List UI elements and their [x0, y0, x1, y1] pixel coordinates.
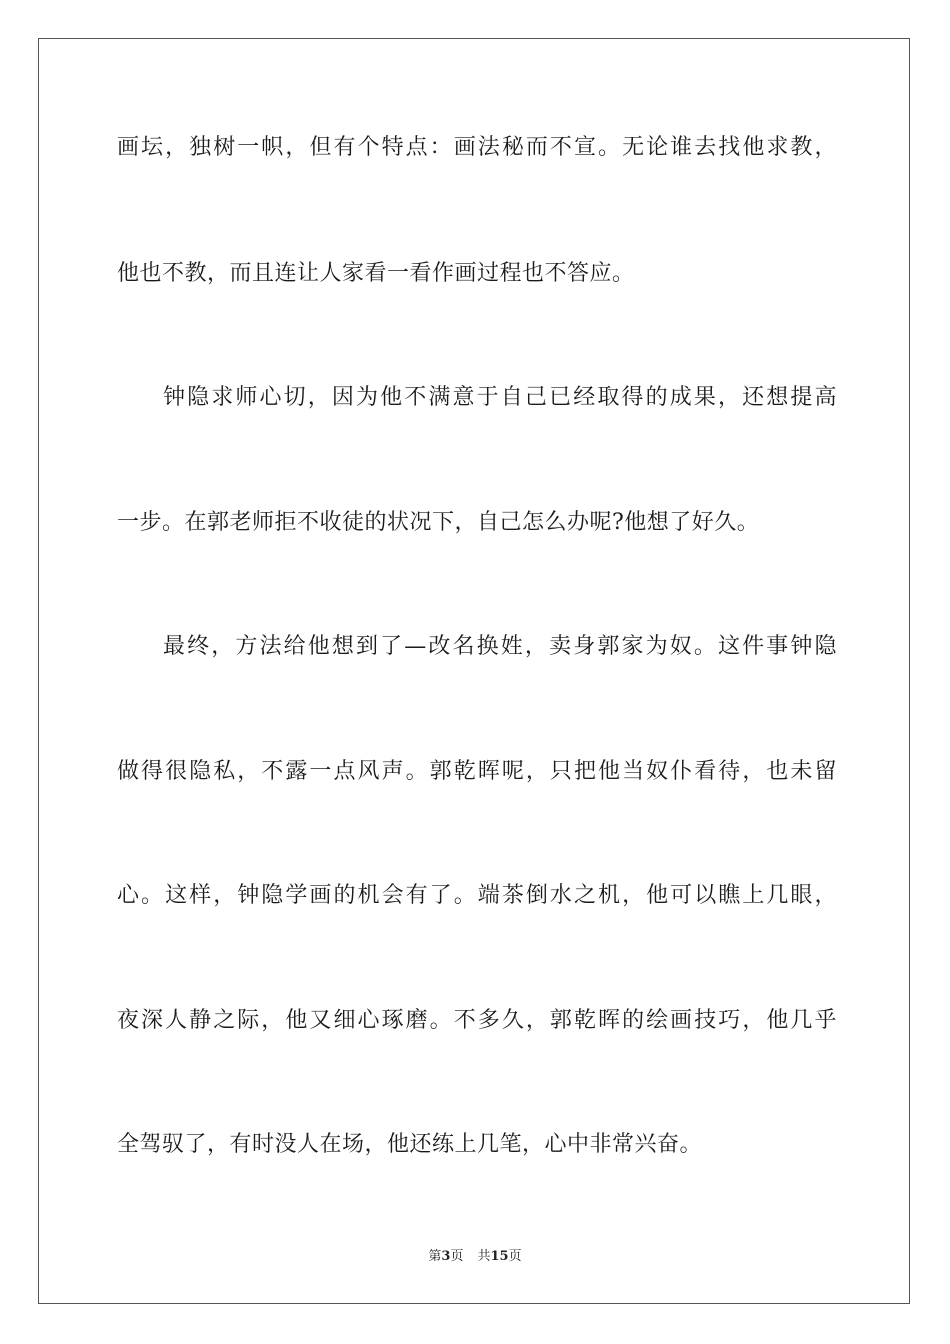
footer-total-prefix: 共: [477, 1249, 491, 1264]
body-line-3: 钟隐求师心切，因为他不满意于自己已经取得的成果，还想提高: [163, 385, 837, 410]
footer-page-number: 3: [441, 1249, 451, 1264]
page-border: [38, 38, 910, 1304]
body-line-8: 夜深人静之际，他又细心琢磨。不多久，郭乾晖的绘画技巧，他几乎: [117, 1008, 837, 1033]
page-footer: [0, 1248, 950, 1266]
footer-page-prefix: 第: [428, 1249, 442, 1264]
body-line-1: 画坛，独树一帜，但有个特点：画法秘而不宣。无论谁去找他求教，: [117, 135, 837, 160]
body-line-7: 心。这样，钟隐学画的机会有了。端茶倒水之机，他可以瞧上几眼，: [117, 883, 837, 908]
body-line-5: 最终，方法给他想到了—改名换姓，卖身郭家为奴。这件事钟隐: [163, 634, 837, 659]
footer-total-suffix: 页: [508, 1249, 522, 1264]
body-line-9: 全驾驭了，有时没人在场，他还练上几笔，心中非常兴奋。: [117, 1132, 703, 1157]
footer-page-suffix: 页: [450, 1249, 464, 1264]
body-line-2: 他也不教，而且连让人家看一看作画过程也不答应。: [117, 261, 635, 286]
footer-total-number: 15: [490, 1249, 509, 1264]
body-line-6: 做得很隐私，不露一点风声。郭乾晖呢，只把他当奴仆看待，也未留: [117, 759, 837, 784]
body-line-4: 一步。在郭老师拒不收徒的状况下，自己怎么办呢?他想了好久。: [117, 510, 760, 535]
